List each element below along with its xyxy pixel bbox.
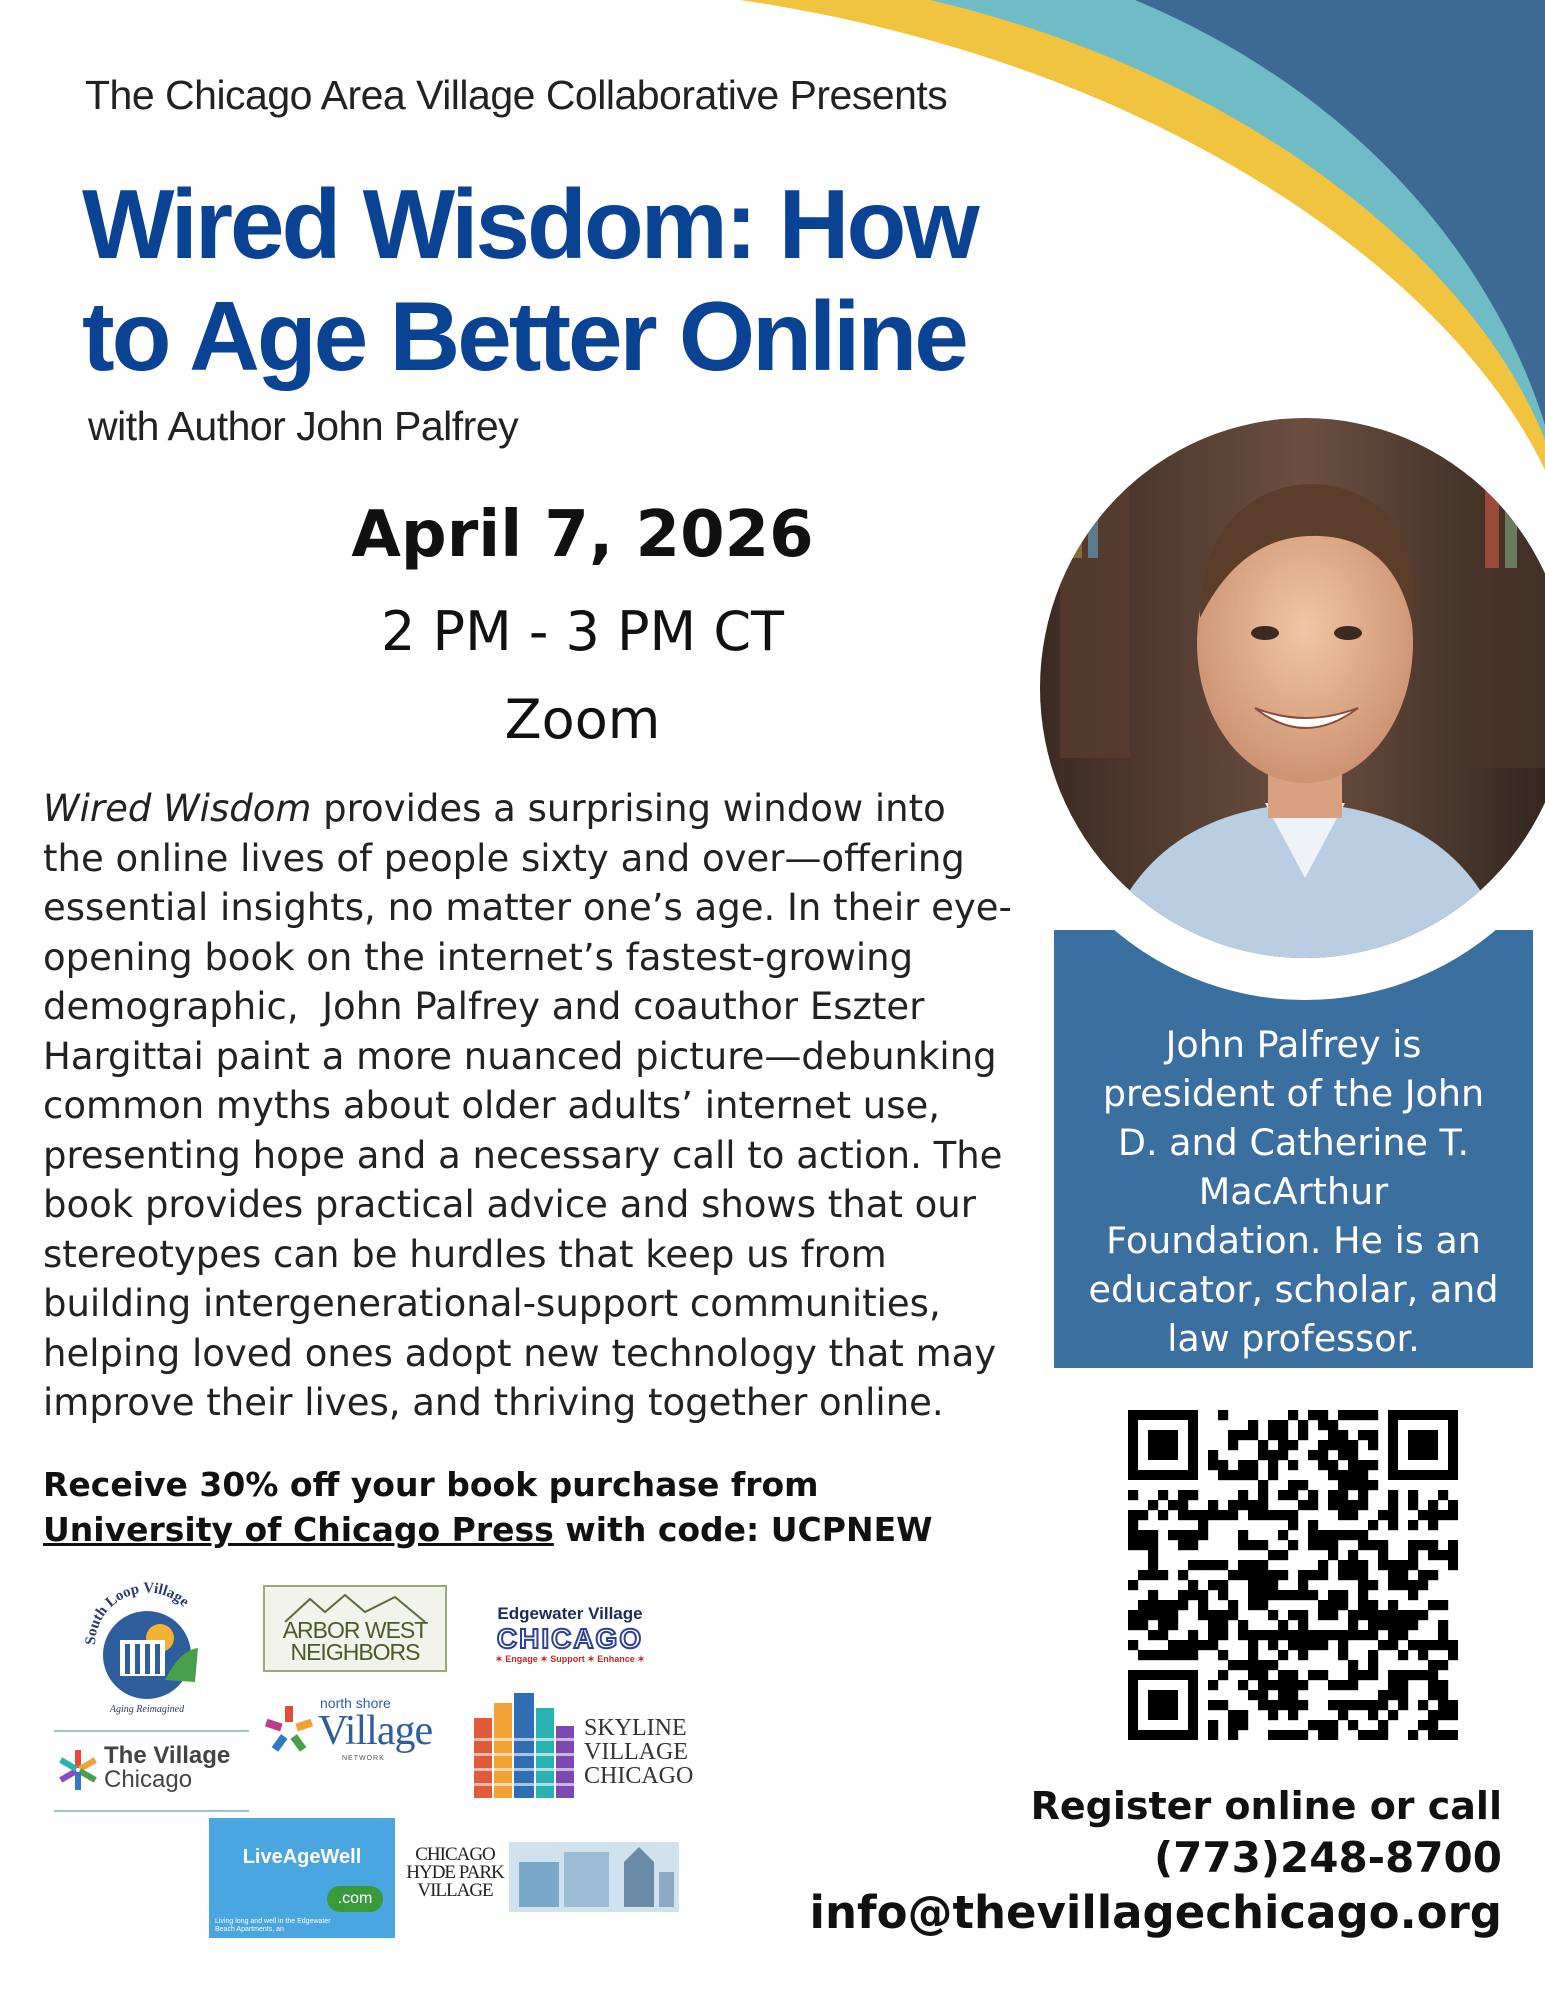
email-address[interactable]: info@thevillagechicago.org [809,1886,1502,1939]
event-venue: Zoom [504,688,661,751]
desc-line: opening book on the internet’s fastest-growing [43,935,914,979]
title-line-2: to Age Better Online [82,281,966,391]
liveagewell-logo: LiveAgeWell .com Living long and well in the Edgewater Beach Apartments, an [209,1818,395,1938]
presenter-line: The Chicago Area Village Collaborative Presents [85,72,948,118]
desc-line: Hargittai paint a more nuanced picture—debunking [43,1034,997,1078]
north-shore-village-logo: north shore Village NETWORK [262,1695,452,1765]
desc-line: improve their lives, and thriving together online. [43,1381,944,1424]
desc-line: common myths about older adults’ internet use, [43,1084,940,1127]
desc-line: presenting hope and a necessary call to action. The [43,1133,1003,1177]
arbor-west-neighbors-logo: ARBOR WEST NEIGHBORS [263,1585,447,1672]
desc-line: Wired Wisdom provides a surprising window into [43,787,946,830]
book-description [43,784,1053,1428]
the-village-chicago-logo: The Village Chicago [54,1730,249,1812]
svg-text:South Loop Village: South Loop Village [82,1580,192,1646]
event-subtitle: with Author John Palfrey [88,403,519,449]
south-loop-village-logo [80,1570,215,1720]
desc-line: helping loved ones adopt new technology that may [43,1331,997,1375]
hyde-park-village-logo: CHICAGO HYDE PARK VILLAGE [403,1840,683,1922]
book-title: Wired Wisdom [43,787,312,830]
speaker-bio: John Palfrey is president of the John D. and Catherine T. MacArthur Foundation. He is an educator, scholar, and law professor. [1088,1023,1499,1360]
register-label: Register online or call [1030,1784,1502,1828]
edgewater-village-logo: Edgewater Village CHICAGO ✶ Engage ✶ Support ✶ Enhance ✶ [495,1604,645,1664]
desc-line: the online lives of people sixty and over—offering [43,836,965,880]
skyline-village-chicago-logo: SKYLINE VILLAGE CHICAGO [472,1688,692,1800]
desc-line: essential insights, no matter one’s age. In their eye- [43,886,1012,929]
event-title [82,168,1132,392]
phone-number[interactable]: (773)248-8700 [1153,1833,1502,1882]
registration-qr-code[interactable] [1128,1410,1458,1740]
event-time: 2 PM - 3 PM CT [380,600,785,663]
desc-line: stereotypes can be hurdles that keep us from [43,1232,887,1276]
title-line-1: Wired Wisdom: How [82,169,977,279]
desc-line: demographic, John Palfrey and coauthor Eszter [43,985,925,1028]
desc-line: book provides practical advice and shows that our [43,1183,976,1226]
speaker-photo [1040,418,1545,958]
desc-line: building intergenerational-support communities, [43,1282,941,1325]
svg-text:Aging Reimagined: Aging Reimagined [109,1704,185,1715]
promo-code: Receive 30% off your book purchase from University of Chicago Press with code: UCPNEW [43,1465,933,1549]
publisher-link[interactable]: University of Chicago Press [43,1510,554,1549]
event-date: April 7, 2026 [351,498,814,572]
registration-info [810,1780,1502,1942]
